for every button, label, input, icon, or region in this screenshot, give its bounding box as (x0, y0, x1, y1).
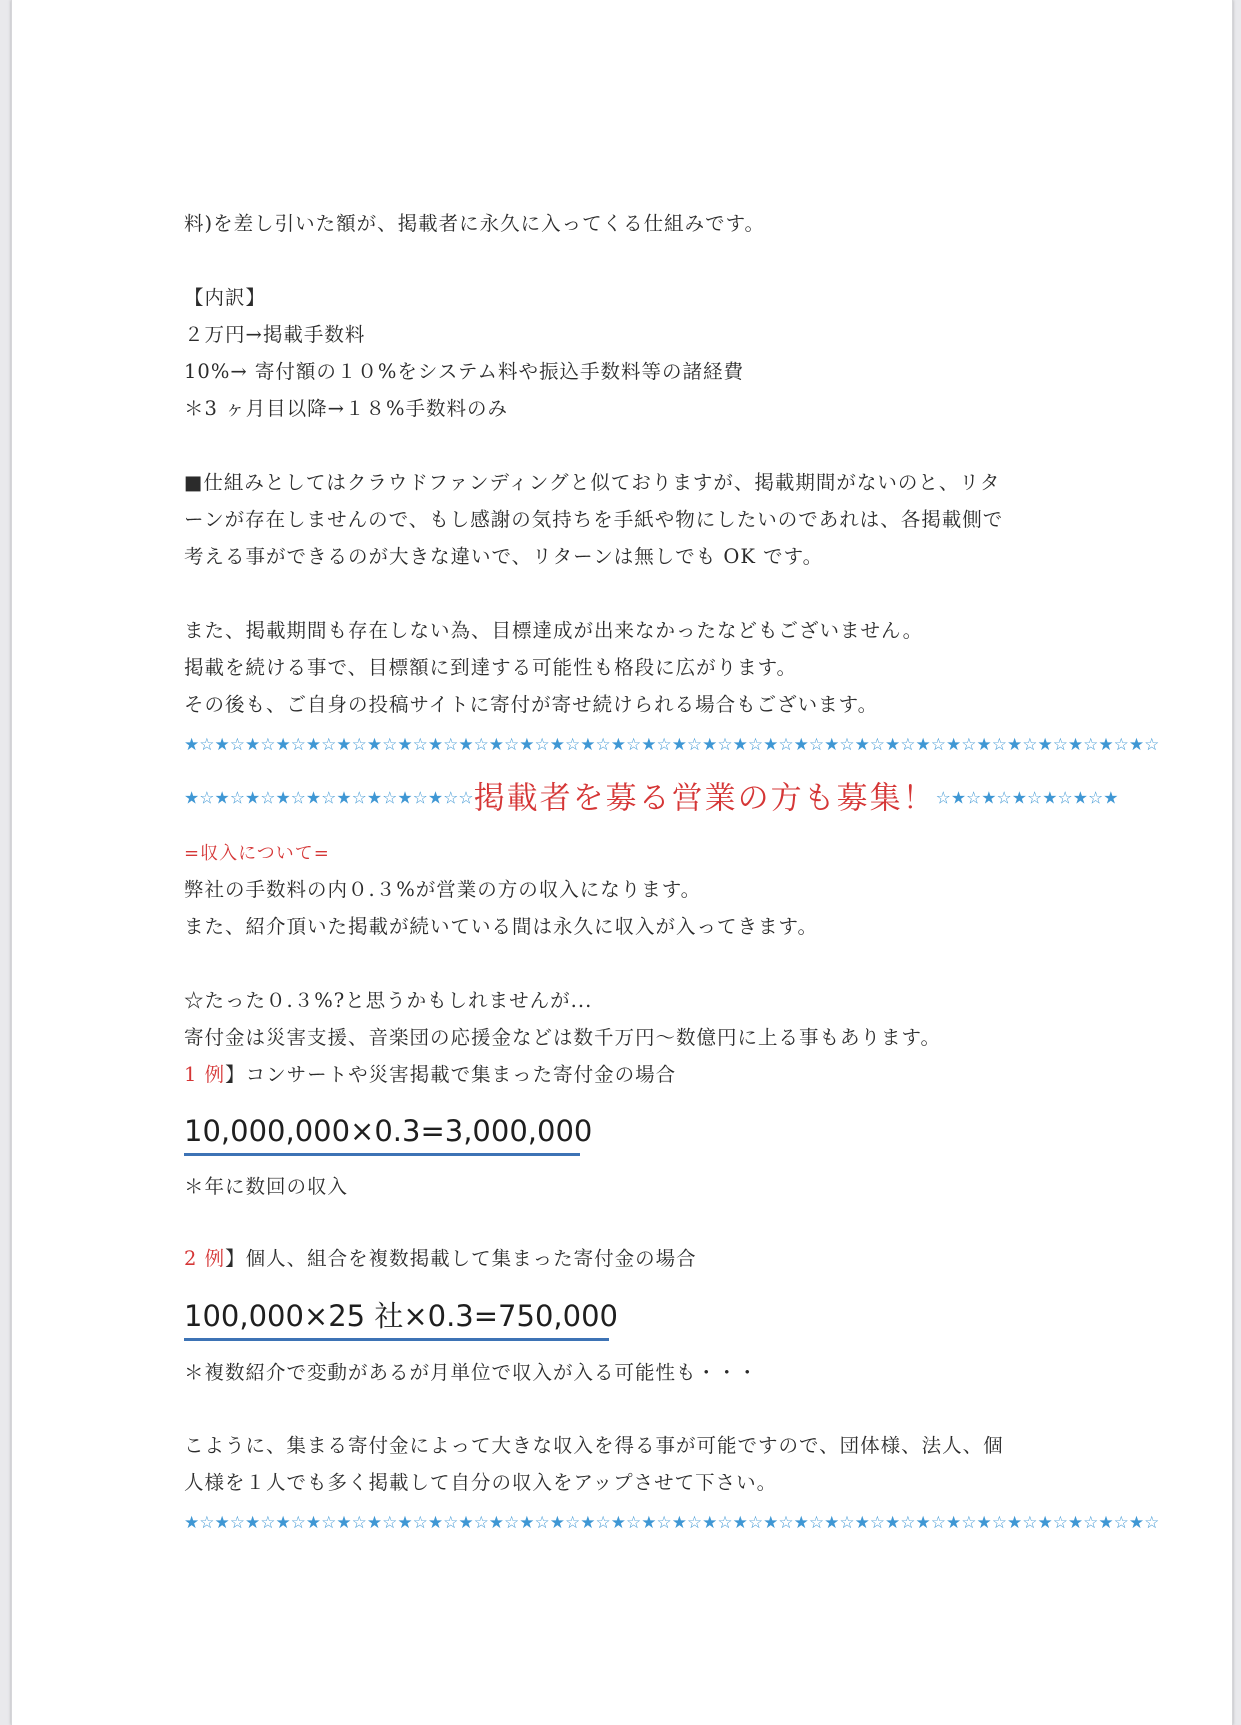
paragraph-line: また、紹介頂いた掲載が続いている間は永久に収入が入ってきます。 (184, 915, 818, 938)
paragraph-line: 弊社の手数料の内０.３%が営業の方の収入になります。 (184, 878, 702, 901)
paragraph-line: 人様を１人でも多く掲載して自分の収入をアップさせて下さい。 (184, 1471, 778, 1494)
example-text: 】コンサートや災害掲載で集まった寄付金の場合 (225, 1063, 677, 1086)
formula-2: 100,000×25 社×0.3=750,000 (184, 1298, 609, 1341)
example-heading (184, 1246, 697, 1272)
example-text: 】個人、組合を複数掲載して集まった寄付金の場合 (225, 1247, 697, 1270)
paragraph-line: 寄付金は災害支援、音楽団の応援金などは数千万円〜数億円に上る事もあります。 (184, 1026, 941, 1049)
star-divider: ★☆★☆★☆★☆★☆★☆★☆★☆★☆★☆★☆★☆★☆★☆★☆★☆★☆★☆★☆★☆★☆★☆★☆★☆★☆★☆★☆★☆★☆★☆★☆★☆ (184, 735, 1160, 755)
income-label: =収入について= (184, 843, 330, 864)
breakdown-heading: 【内訳】 (184, 286, 267, 309)
heading-stars-right: ☆★☆★☆★☆★☆★☆★ (935, 788, 1119, 809)
paragraph-line: こように、集まる寄付金によって大きな収入を得る事が可能ですので、団体様、法人、個 (184, 1434, 1004, 1457)
paragraph-line: 料)を差し引いた額が、掲載者に永久に入ってくる仕組みです。 (184, 212, 766, 235)
section-heading (184, 778, 1118, 819)
paragraph-line: また、掲載期間も存在しない為、目標達成が出来なかったなどもございません。 (184, 619, 924, 642)
paragraph-line: 掲載を続ける事で、目標額に到達する可能性も格段に広がります。 (184, 656, 798, 679)
formula-note: ＊複数紹介で変動があるが月単位で収入が入る可能性も・・・ (184, 1361, 759, 1384)
formula-1: 10,000,000×0.3=3,000,000 (184, 1113, 580, 1156)
breakdown-item: ２万円→掲載手数料 (184, 323, 366, 346)
breakdown-item: 10%→ 寄付額の１０%をシステム料や振込手数料等の諸経費 (184, 360, 744, 383)
paragraph-line: ーンが存在しませんので、もし感謝の気持ちを手紙や物にしたいのであれは、各掲載側で (184, 508, 1004, 531)
paragraph-line: ☆たった０.３%?と思うかもしれませんが... (184, 989, 593, 1012)
example-number: 2 例 (184, 1247, 226, 1270)
paragraph-line: その後も、ご自身の投稿サイトに寄付が寄せ続けられる場合もございます。 (184, 693, 879, 716)
example-number: 1 例 (184, 1063, 226, 1086)
formula-note: ＊年に数回の収入 (184, 1175, 349, 1198)
document-page (11, 0, 1233, 1725)
example-heading (184, 1062, 676, 1088)
star-divider: ★☆★☆★☆★☆★☆★☆★☆★☆★☆★☆★☆★☆★☆★☆★☆★☆★☆★☆★☆★☆★☆★☆★☆★☆★☆★☆★☆★☆★☆★☆★☆★☆ (184, 1513, 1160, 1533)
breakdown-item: ＊3 ヶ月目以降→１８%手数料のみ (184, 397, 508, 420)
paragraph-line: ■仕組みとしてはクラウドファンディングと似ておりますが、掲載期間がないのと、リタ (184, 471, 1001, 494)
paragraph-line: 考える事ができるのが大きな違いで、リターンは無しでも OK です。 (184, 545, 824, 568)
heading-stars-left: ★☆★☆★☆★☆★☆★☆★☆★☆★☆☆ (184, 788, 474, 809)
heading-title: 掲載者を募る営業の方も募集！ (473, 780, 936, 817)
